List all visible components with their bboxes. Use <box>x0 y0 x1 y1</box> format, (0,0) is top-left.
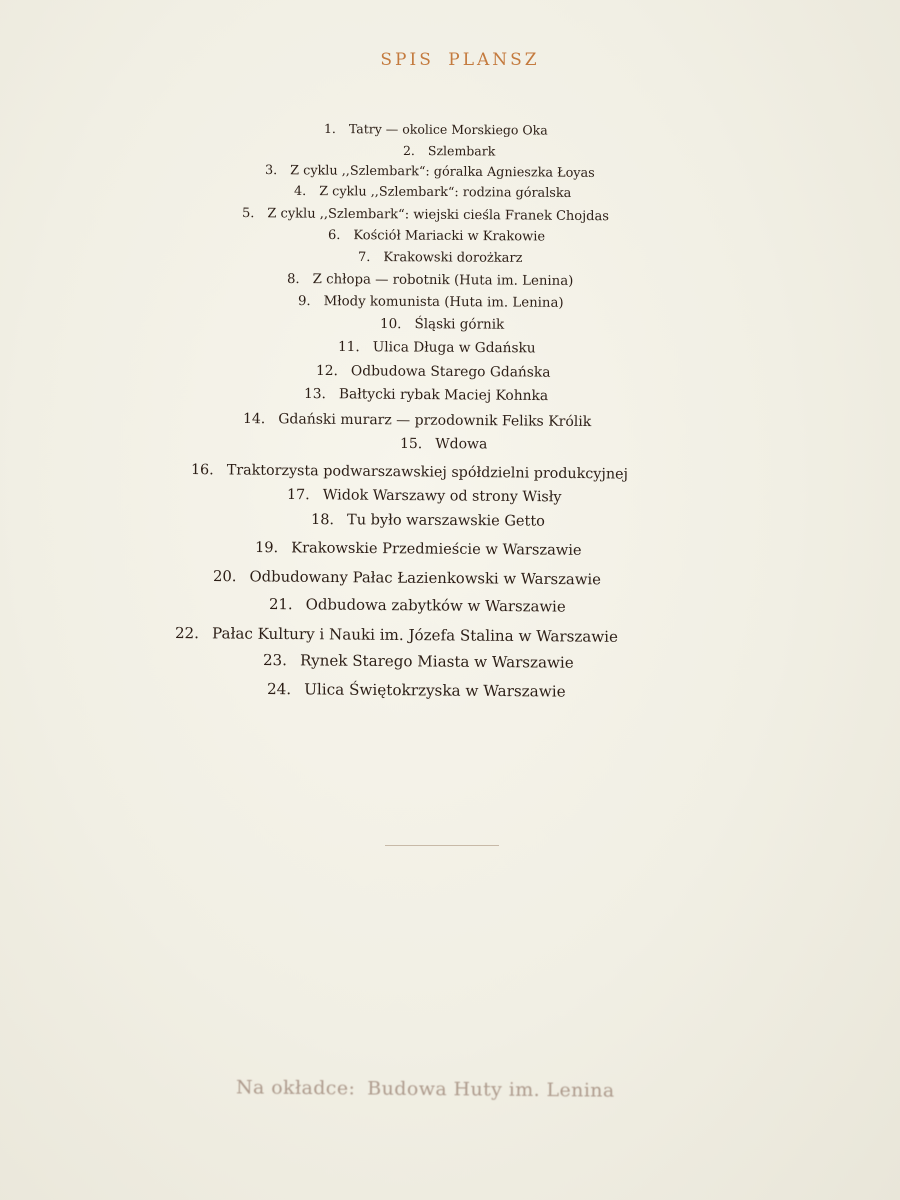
plate-number: 13. <box>303 386 327 403</box>
plate-title: Traktorzysta podwarszawskiej spółdzielni produkcyjnej <box>226 462 629 483</box>
plate-number: 23. <box>262 651 288 670</box>
plate-item <box>175 624 618 646</box>
plate-number: 24. <box>266 680 292 699</box>
plate-title: Z chłopa — robotnik (Huta im. Lenina) <box>312 272 574 289</box>
plate-title: Ulica Świętokrzyska w Warszawie <box>304 680 566 701</box>
plate-title: Śląski górnik <box>414 316 505 333</box>
plate-item <box>213 568 601 588</box>
plate-item <box>255 539 582 559</box>
plate-item <box>304 386 548 404</box>
page-title: SPIS PLANSZ <box>380 50 540 70</box>
plate-number: 12. <box>315 363 339 380</box>
plate-title: Z cyklu ,,Szlembark“: rodzina góralska <box>319 184 572 201</box>
plate-title: Odbudowany Pałac Łazienkowski w Warszawie <box>249 568 602 589</box>
plate-number: 20. <box>212 568 237 586</box>
plate-item <box>400 436 487 452</box>
plate-number: 16. <box>190 462 214 479</box>
plate-title: Gdański murarz — przodownik Feliks Królik <box>278 411 592 431</box>
plate-title: Wdowa <box>435 436 488 453</box>
plate-title: Tatry — okolice Morskiego Oka <box>348 121 548 138</box>
plate-title: Tu było warszawskie Getto <box>347 512 545 530</box>
plate-number: 15. <box>399 436 423 453</box>
plate-title: Młody komunista (Huta im. Lenina) <box>323 294 564 311</box>
plate-item <box>358 250 523 266</box>
plate-item <box>269 595 566 616</box>
cover-note-label: Na okładce: <box>235 1076 356 1100</box>
plate-number: 4. <box>293 184 307 200</box>
plate-title: Z cyklu ,,Szlembark“: wiejski cieśla Franek Chojdas <box>267 206 609 225</box>
plate-number: 2. <box>402 143 415 159</box>
plate-item <box>403 143 495 158</box>
plate-item <box>311 512 545 530</box>
plate-item <box>242 206 609 224</box>
cover-note-text: Budowa Huty im. Lenina <box>367 1077 615 1102</box>
plate-number: 1. <box>323 121 336 137</box>
cover-note <box>236 1076 615 1101</box>
plate-item <box>243 411 591 430</box>
plate-title: Odbudowa Starego Gdańska <box>350 363 551 381</box>
plate-item <box>191 462 628 483</box>
plate-title: Odbudowa zabytków w Warszawie <box>305 595 566 616</box>
plate-title: Krakowskie Przedmieście w Warszawie <box>291 539 582 559</box>
plate-title: Z cyklu ,,Szlembark“: góralka Agnieszka Łoyas <box>290 163 595 181</box>
divider-line <box>385 845 499 846</box>
plate-number: 9. <box>297 294 311 310</box>
plate-title: Kościół Mariacki w Krakowie <box>353 228 546 245</box>
plate-title: Ulica Długa w Gdańsku <box>372 339 536 357</box>
plate-title: Krakowski dorożkarz <box>383 250 523 266</box>
plate-item <box>263 651 574 672</box>
plate-number: 3. <box>264 163 278 179</box>
plate-number: 14. <box>242 411 266 428</box>
plate-item <box>324 121 548 138</box>
plate-number: 21. <box>268 595 293 614</box>
plate-number: 5. <box>241 206 255 222</box>
plate-title: Widok Warszawy od strony Wisły <box>322 487 562 506</box>
plate-number: 17. <box>286 487 310 504</box>
plate-item <box>287 272 573 289</box>
plate-number: 6. <box>327 228 341 244</box>
plate-item <box>298 294 564 311</box>
plate-title: Szlembark <box>427 143 496 159</box>
plate-number: 19. <box>254 539 279 557</box>
plate-title: Bałtycki rybak Maciej Kohnka <box>338 386 549 405</box>
plate-title: Pałac Kultury i Nauki im. Józefa Stalina w Warszawie <box>211 624 619 646</box>
plate-number: 7. <box>357 250 371 266</box>
plate-item <box>380 316 504 333</box>
plate-item <box>338 339 536 356</box>
plate-number: 8. <box>286 272 300 288</box>
plate-number: 11. <box>337 339 360 356</box>
plate-title: Rynek Starego Miasta w Warszawie <box>299 651 574 672</box>
plate-item <box>316 363 551 381</box>
plate-item <box>267 680 566 701</box>
plate-item <box>294 184 571 201</box>
plate-item <box>328 228 545 245</box>
plate-number: 22. <box>174 624 200 643</box>
plate-item <box>287 487 562 505</box>
plate-number: 10. <box>379 316 402 333</box>
plate-item <box>265 163 595 181</box>
plate-number: 18. <box>310 512 335 529</box>
